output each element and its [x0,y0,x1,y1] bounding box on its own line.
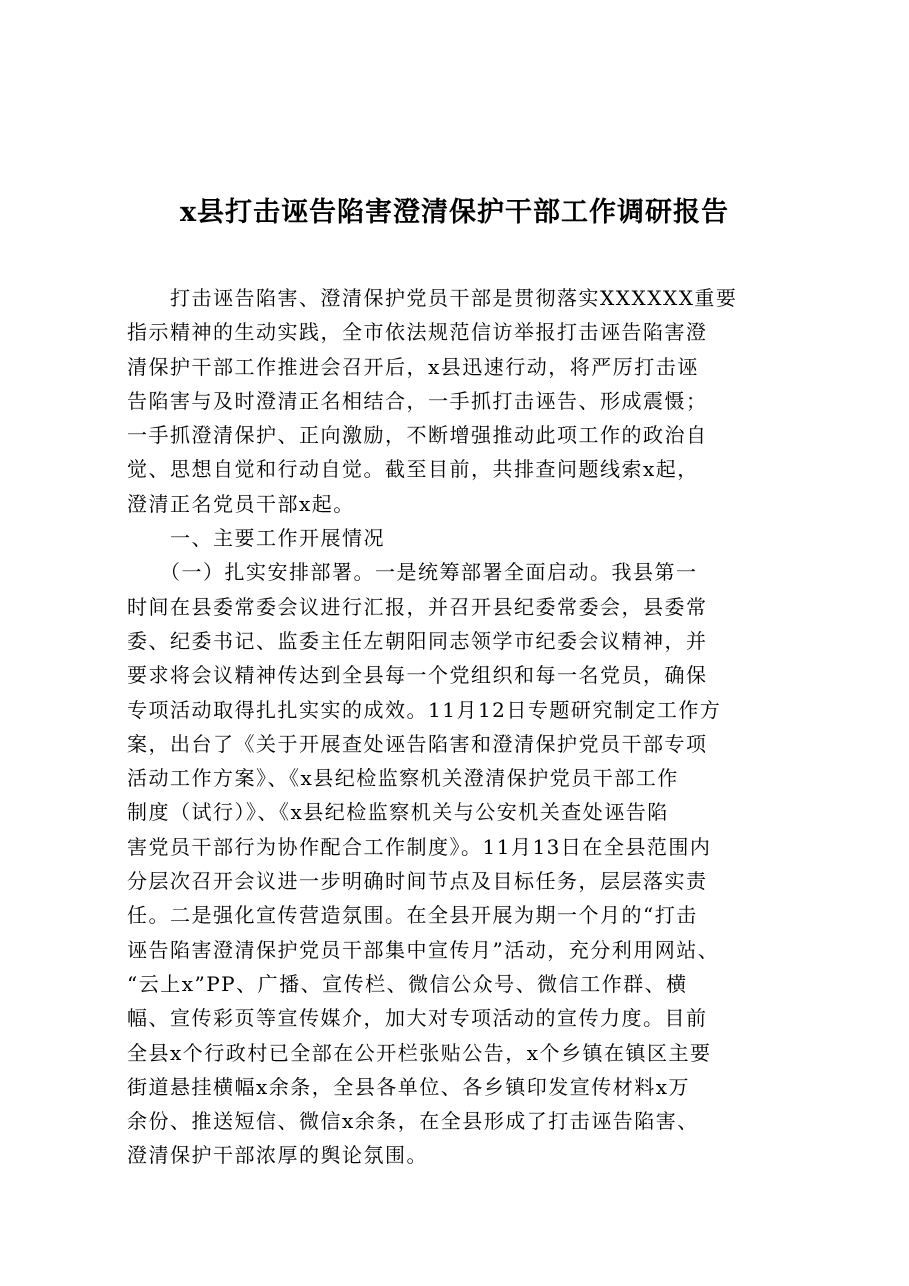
body-line: 指示精神的生动实践，全市依法规范信访举报打击诬告陷害澄 [127,320,708,345]
body-line: 活动工作方案》、《x县纪检监察机关澄清保护党员干部工作 [127,766,679,791]
body-line: 时间在县委常委会议进行汇报，并召开县纪委常委会，县委常 [127,594,708,619]
body-line: 幅、宣传彩页等宣传媒介，加大对专项活动的宣传力度。目前 [127,1006,708,1031]
body-line: 制度（试行）》、《x县纪检监察机关与公安机关查处诬告陷 [127,800,669,825]
body-line: 诬告陷害澄清保护党员干部集中宣传月”活动，充分利用网站、 [127,937,720,962]
body-line: （一）扎实安排部署。一是统筹部署全面启动。我县第一 [127,560,698,585]
body-line: 澄清保护干部浓厚的舆论氛围。 [127,1143,428,1168]
body-line: 一手抓澄清保护、正向激励，不断增强推动此项工作的政治自 [127,423,708,448]
body-line: 余份、推送短信、微信x余条，在全县形成了打击诬告陷害、 [127,1109,699,1134]
body-line: 觉、思想自觉和行动自觉。截至目前，共排查问题线索x起， [127,457,699,482]
body-line: 分层次召开会议进一步明确时间节点及目标任务，层层落实责 [127,869,708,894]
body-line: 任。二是强化宣传营造氛围。在全县开展为期一个月的“打击 [127,903,698,928]
body-line: 委、纪委书记、监委主任左朝阳同志领学市纪委会议精神，并 [127,628,708,653]
body-line: 打击诬告陷害、澄清保护党员干部是贯彻落实XXXXXX重要 [127,286,738,310]
body-line: 专项活动取得扎扎实实的成效。11月12日专题研究制定工作方 [127,697,722,722]
body-line: 告陷害与及时澄清正名相结合，一手抓打击诬告、形成震慑； [127,388,708,413]
document-title: x县打击诬告陷害澄清保护干部工作调研报告 [179,197,730,228]
body-line: 全县x个行政村已全部在公开栏张贴公告，x个乡镇在镇区主要 [127,1040,712,1065]
body-line: 害党员干部行为协作配合工作制度》。11月13日在全县范围内 [127,834,712,859]
section-heading: 一、主要工作开展情况 [127,526,385,551]
body-line: 要求将会议精神传达到全县每一个党组织和每一名党员，确保 [127,663,708,688]
body-line: “云上x”PP、广播、宣传栏、微信公众号、微信工作群、横 [127,971,688,996]
body-line: 街道悬挂横幅x余条，全县各单位、各乡镇印发宣传材料x万 [127,1074,691,1099]
document-body [127,281,803,1173]
body-line: 清保护干部工作推进会召开后，x县迅速行动，将严厉打击诬 [127,354,699,379]
body-line: 案，出台了《关于开展查处诬告陷害和澄清保护党员干部专项 [127,731,708,756]
body-line: 澄清正名党员干部x起。 [127,491,355,516]
